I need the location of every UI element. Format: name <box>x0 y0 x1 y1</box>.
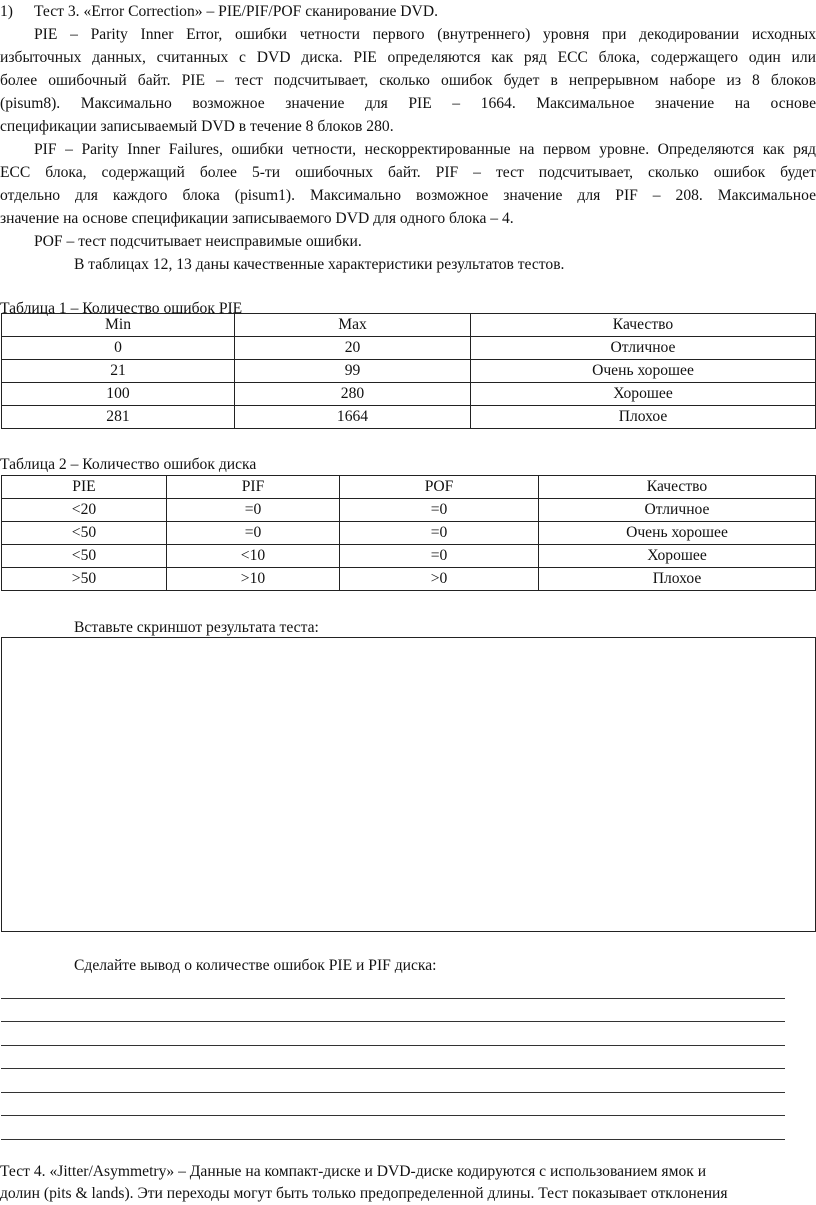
pie-text-line-4: (pisum8). Максимально возможное значение для PIE – 1664. Максимальное значение на основе <box>0 95 816 112</box>
table-cell: Плохое <box>471 406 816 429</box>
table-row <box>2 360 816 383</box>
answer-line-2[interactable] <box>1 1021 785 1022</box>
table1-caption: Таблица 1 – Количество ошибок PIE <box>0 300 243 317</box>
answer-line-6[interactable] <box>1 1115 785 1116</box>
table-cell: 0 <box>2 337 235 360</box>
table-row <box>2 568 816 591</box>
header-cell: Max <box>235 314 471 337</box>
table-header-row <box>2 476 816 499</box>
table-cell: Очень хорошее <box>471 360 816 383</box>
table-row <box>2 383 816 406</box>
answer-line-5[interactable] <box>1 1092 785 1093</box>
pof-text: POF – тест подсчитывает неисправимые ошибки. <box>34 233 362 250</box>
table-pie-errors <box>1 313 816 429</box>
header-cell: Качество <box>471 314 816 337</box>
table-cell: <50 <box>2 522 167 545</box>
answer-line-3[interactable] <box>1 1045 785 1046</box>
table-row <box>2 545 816 568</box>
table-cell: 21 <box>2 360 235 383</box>
table-cell: Очень хорошее <box>539 522 816 545</box>
table-cell: 100 <box>2 383 235 406</box>
table-cell: <10 <box>167 545 340 568</box>
header-cell: PIE <box>2 476 167 499</box>
table-header-row <box>2 314 816 337</box>
next-section-line-1: Тест 4. «Jitter/Asymmetry» – Данные на компакт-диске и DVD-диске кодируются с использованием ямок и <box>0 1163 707 1180</box>
table-cell: =0 <box>340 499 539 522</box>
table-cell: 281 <box>2 406 235 429</box>
table-row <box>2 522 816 545</box>
header-cell: POF <box>340 476 539 499</box>
conclusion-prompt: Сделайте вывод о количестве ошибок PIE и PIF диска: <box>74 957 437 974</box>
pie-text-line-5: спецификации записываемый DVD в течение 8 блоков 280. <box>0 118 394 135</box>
table-cell: =0 <box>340 545 539 568</box>
table-disc-errors <box>1 475 816 591</box>
pie-text-line-1: PIE – Parity Inner Error, ошибки четности первого (внутреннего) уровня при декодировании исходных <box>34 26 816 43</box>
header-cell: Качество <box>539 476 816 499</box>
table-cell: >0 <box>340 568 539 591</box>
table-cell: Отличное <box>539 499 816 522</box>
table2-caption: Таблица 2 – Количество ошибок диска <box>0 456 257 473</box>
answer-line-7[interactable] <box>1 1139 785 1140</box>
screenshot-insert-area[interactable] <box>1 637 816 932</box>
table-cell: =0 <box>340 522 539 545</box>
table-cell: Хорошее <box>539 545 816 568</box>
table-cell: 280 <box>235 383 471 406</box>
table-cell: =0 <box>167 522 340 545</box>
table-cell: <50 <box>2 545 167 568</box>
pif-text-line-4: значение на основе спецификации записываемого DVD для одного блока – 4. <box>0 210 514 227</box>
tables-intro: В таблицах 12, 13 даны качественные характеристики результатов тестов. <box>74 256 565 273</box>
table-cell: 1664 <box>235 406 471 429</box>
header-cell: PIF <box>167 476 340 499</box>
table-cell: Хорошее <box>471 383 816 406</box>
table-row <box>2 499 816 522</box>
header-cell: Min <box>2 314 235 337</box>
table-cell: >10 <box>167 568 340 591</box>
pie-text-line-3: более ошибочный байт. PIE – тест подсчитывает, сколько ошибок будет в непрерывном наборе из 8 блоков <box>0 72 816 89</box>
table-row <box>2 337 816 360</box>
table-cell: 99 <box>235 360 471 383</box>
table-cell: 20 <box>235 337 471 360</box>
screenshot-prompt: Вставьте скриншот результата теста: <box>74 619 319 636</box>
next-section-line-2: долин (pits & lands). Эти переходы могут быть только предопределенной длины. Тест показывает отклонения <box>0 1185 728 1202</box>
pif-text-line-3: отдельно для каждого блока (pisum1). Максимально возможное значение для PIF – 208. Максимальное <box>0 187 816 204</box>
answer-line-4[interactable] <box>1 1068 785 1069</box>
pie-text-line-2: избыточных данных, считанных с DVD диска. PIE определяются как ряд ECC блока, содержащего один или <box>0 49 816 66</box>
table-cell: =0 <box>167 499 340 522</box>
table-cell: <20 <box>2 499 167 522</box>
pif-text-line-2: ECC блока, содержащий более 5-ти ошибочных байт. PIF – тест подсчитывает, сколько ошибок будет <box>0 164 816 181</box>
pif-text-line-1: PIF – Parity Inner Failures, ошибки четности, нескорректированные на первом уровне. Определяются как ряд <box>34 141 816 158</box>
answer-line-1[interactable] <box>1 998 785 999</box>
section-heading: Тест 3. «Error Correction» – PIE/PIF/POF сканирование DVD. <box>34 3 438 20</box>
table-cell: >50 <box>2 568 167 591</box>
table-cell: Плохое <box>539 568 816 591</box>
table-row <box>2 406 816 429</box>
list-number: 1) <box>0 3 13 20</box>
table-cell: Отличное <box>471 337 816 360</box>
